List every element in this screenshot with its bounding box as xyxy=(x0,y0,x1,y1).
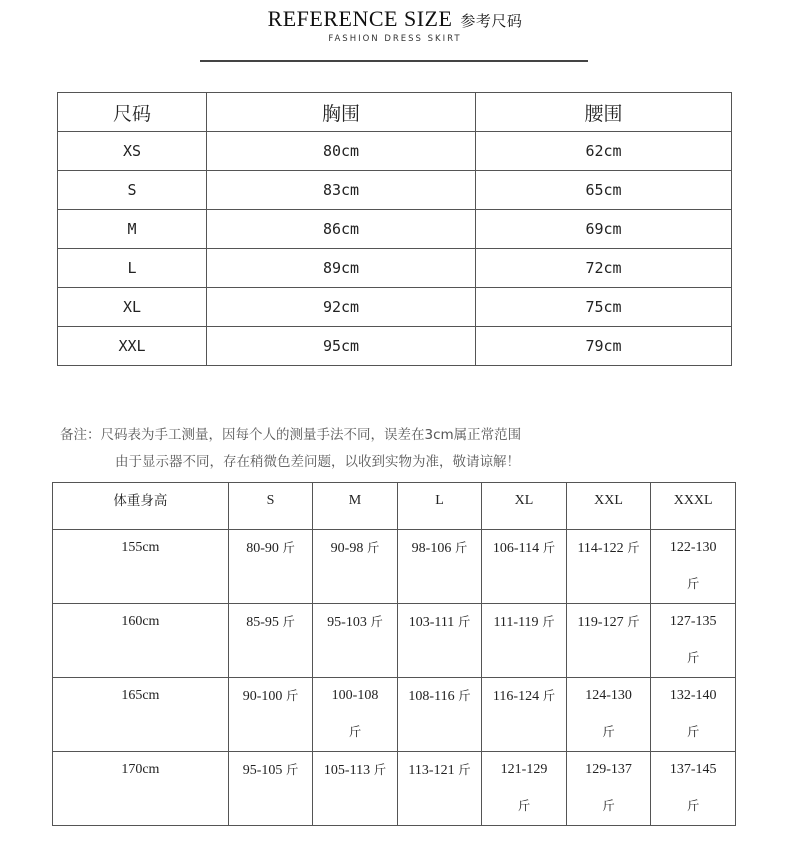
weight-range-cell xyxy=(651,678,736,752)
weight-range: 119-127 xyxy=(577,615,624,630)
weight-range: 124-130 xyxy=(585,688,632,703)
weight-range-cell xyxy=(566,604,651,678)
weight-range-cell xyxy=(482,678,567,752)
weight-unit: 斤 xyxy=(282,540,295,555)
weight-unit: 斤 xyxy=(542,540,556,555)
weight-range: 132-140 xyxy=(669,688,717,703)
weight-header-cell: XL xyxy=(482,483,567,530)
weight-range-cell xyxy=(482,604,567,678)
weight-range: 100-108 xyxy=(331,688,379,703)
weight-range: 105-113 xyxy=(323,763,371,778)
weight-range: 137-145 xyxy=(669,762,717,777)
weight-unit: 斤 xyxy=(627,614,640,629)
notes xyxy=(60,422,521,476)
weight-row xyxy=(53,530,736,604)
weight-range: 111-119 xyxy=(493,615,539,630)
weight-unit: 斤 xyxy=(542,614,555,629)
size-cell: S xyxy=(58,171,207,210)
weight-unit: 斤 xyxy=(686,576,700,591)
size-chart-body xyxy=(58,93,732,366)
size-header-cell: 尺码 xyxy=(58,93,207,132)
weight-range: 80-90 xyxy=(246,541,279,556)
weight-row xyxy=(53,678,736,752)
weight-unit: 斤 xyxy=(686,650,700,665)
weight-range-cell xyxy=(566,752,651,826)
weight-unit: 斤 xyxy=(602,798,615,813)
size-header-cell: 胸围 xyxy=(207,93,476,132)
weight-range-cell xyxy=(313,604,398,678)
height-cell: 170cm xyxy=(53,752,229,826)
weight-unit: 斤 xyxy=(627,540,640,555)
weight-height-body xyxy=(53,483,736,826)
size-row xyxy=(58,210,732,249)
note-line-2: 由于显示器不同，存在稍微色差问题，以收到实物为准，敬请谅解！ xyxy=(115,454,520,470)
size-row xyxy=(58,249,732,288)
weight-range-cell xyxy=(566,678,651,752)
weight-range: 98-106 xyxy=(411,541,452,556)
page-header xyxy=(0,6,790,44)
title-cn: 参考尺码 xyxy=(460,12,523,30)
weight-unit: 斤 xyxy=(370,614,383,629)
weight-unit: 斤 xyxy=(542,688,556,703)
weight-range: 108-116 xyxy=(408,689,455,704)
weight-range-cell xyxy=(651,530,736,604)
weight-unit: 斤 xyxy=(285,762,299,777)
size-cell: 72cm xyxy=(476,249,732,288)
weight-range-cell xyxy=(313,530,398,604)
weight-header-cell: XXXL xyxy=(651,483,736,530)
size-header-row xyxy=(58,93,732,132)
weight-unit: 斤 xyxy=(285,688,299,703)
weight-unit: 斤 xyxy=(458,688,471,703)
weight-unit: 斤 xyxy=(602,724,615,739)
weight-range: 129-137 xyxy=(585,762,632,777)
weight-range: 103-111 xyxy=(408,615,455,630)
weight-unit: 斤 xyxy=(686,724,700,739)
size-row xyxy=(58,171,732,210)
size-cell: 95cm xyxy=(207,327,476,366)
weight-range-cell xyxy=(397,530,482,604)
size-cell: 86cm xyxy=(207,210,476,249)
weight-range-cell xyxy=(228,604,312,678)
weight-range-cell xyxy=(397,604,482,678)
weight-range-cell xyxy=(313,678,398,752)
weight-row xyxy=(53,752,736,826)
size-chart-table xyxy=(57,92,732,366)
weight-header-cell: M xyxy=(313,483,398,530)
weight-header-cell: 体重身高 xyxy=(53,483,229,530)
size-cell: 89cm xyxy=(207,249,476,288)
weight-unit: 斤 xyxy=(366,540,380,555)
weight-unit: 斤 xyxy=(373,762,387,777)
weight-range-cell xyxy=(651,604,736,678)
size-cell: 83cm xyxy=(207,171,476,210)
weight-row xyxy=(53,604,736,678)
weight-header-cell: S xyxy=(228,483,312,530)
size-cell: XL xyxy=(58,288,207,327)
size-cell: 79cm xyxy=(476,327,732,366)
size-cell: 92cm xyxy=(207,288,476,327)
weight-unit: 斤 xyxy=(686,798,700,813)
size-cell: 80cm xyxy=(207,132,476,171)
weight-range: 106-114 xyxy=(492,541,540,556)
weight-range: 113-121 xyxy=(408,763,455,778)
weight-range: 90-100 xyxy=(242,689,283,704)
page-title xyxy=(0,6,790,32)
weight-range-cell xyxy=(482,752,567,826)
size-row xyxy=(58,327,732,366)
weight-unit: 斤 xyxy=(454,540,468,555)
note-line-1: 备注：尺码表为手工测量，因每个人的测量手法不同，误差在3cm属正常范围 xyxy=(60,427,522,443)
size-cell: 75cm xyxy=(476,288,732,327)
weight-header-cell: L xyxy=(397,483,482,530)
weight-range: 127-135 xyxy=(669,614,717,629)
height-cell: 160cm xyxy=(53,604,229,678)
weight-range-cell xyxy=(313,752,398,826)
size-cell: XS xyxy=(58,132,207,171)
weight-header-row xyxy=(53,483,736,530)
weight-unit: 斤 xyxy=(282,614,295,629)
weight-range-cell xyxy=(566,530,651,604)
weight-range: 116-124 xyxy=(492,689,540,704)
weight-range-cell xyxy=(397,752,482,826)
page-subtitle: FASHION DRESS SKIRT xyxy=(328,34,462,44)
title-divider xyxy=(200,60,588,62)
weight-range-cell xyxy=(228,530,312,604)
weight-range-cell xyxy=(228,678,312,752)
height-cell: 165cm xyxy=(53,678,229,752)
weight-range-cell xyxy=(651,752,736,826)
size-cell: M xyxy=(58,210,207,249)
size-cell: 62cm xyxy=(476,132,732,171)
size-cell: 65cm xyxy=(476,171,732,210)
size-cell: 69cm xyxy=(476,210,732,249)
weight-range: 95-105 xyxy=(242,763,283,778)
size-cell: XXL xyxy=(58,327,207,366)
weight-range: 122-130 xyxy=(669,540,717,555)
weight-range-cell xyxy=(228,752,312,826)
weight-range-cell xyxy=(482,530,567,604)
weight-range: 121-129 xyxy=(500,762,548,777)
title-en: REFERENCE SIZE xyxy=(267,6,453,31)
weight-unit: 斤 xyxy=(348,724,362,739)
weight-range: 85-95 xyxy=(246,615,279,630)
weight-range: 114-122 xyxy=(577,541,624,556)
weight-unit: 斤 xyxy=(517,798,531,813)
weight-range: 90-98 xyxy=(330,541,364,556)
weight-unit: 斤 xyxy=(458,762,471,777)
size-cell: L xyxy=(58,249,207,288)
size-row xyxy=(58,132,732,171)
height-cell: 155cm xyxy=(53,530,229,604)
size-row xyxy=(58,288,732,327)
weight-height-table xyxy=(52,482,736,826)
weight-range-cell xyxy=(397,678,482,752)
weight-header-cell: XXL xyxy=(566,483,651,530)
size-header-cell: 腰围 xyxy=(476,93,732,132)
weight-unit: 斤 xyxy=(457,614,471,629)
weight-range: 95-103 xyxy=(327,615,367,630)
